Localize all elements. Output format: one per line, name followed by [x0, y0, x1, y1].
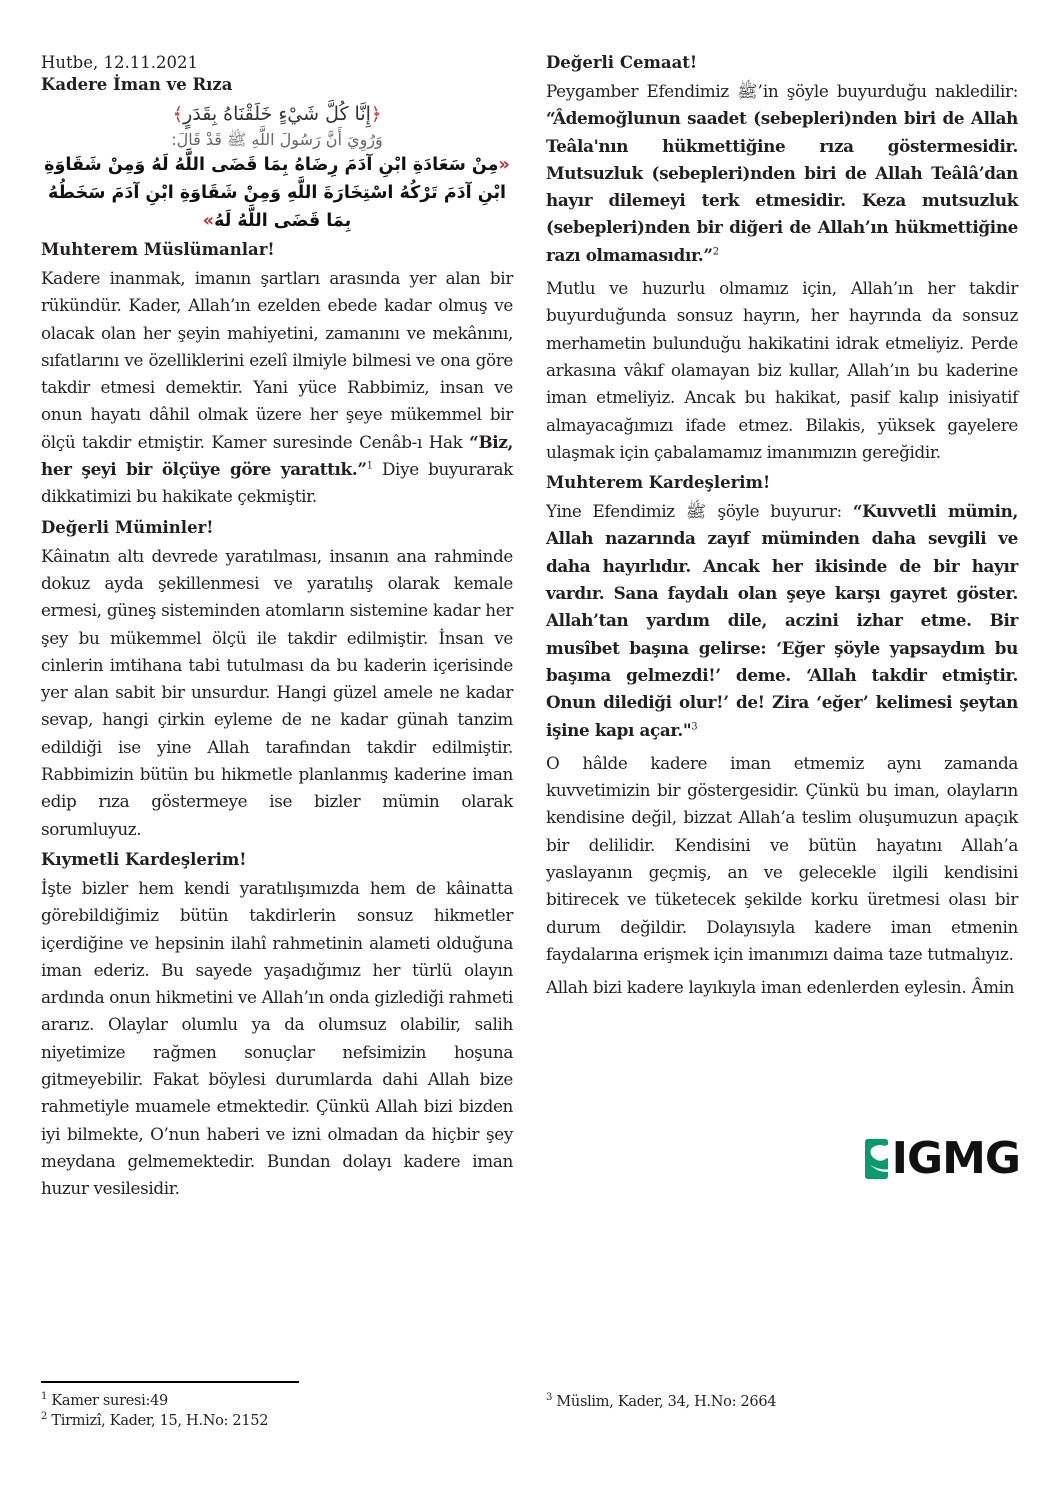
section-heading-3: Kıymetli Kardeşlerim! [41, 849, 247, 869]
paragraph-text: Peygamber Efendimiz ﷺ’in şöyle buyurduğu nakledilir: [546, 81, 1019, 101]
quote-text: “Kuvvetli mümin, Allah nazarında zayıf müminden daha sevgili ve daha hayırlıdır. Ancak her ikisinde de bir hayır vardır. Sana faydalı olan şeye karşı gayret göster. Allah’tan yardım dile, aczini izhar etme. Bir musîbet başına gelirse: ‘Eğer şöyle yapsaydım bu başıma gelmezdi!’ deme. ‘Allah takdir etmiştir. Onun dilediği olur!’ de! Zira ‘eğer’ kelimesi şeytan işine kapı açar." [546, 501, 1018, 740]
verse-text: إِنَّا كُلَّ شَيْءٍ خَلَقْنَاهُ بِقَدَرٍ [183, 103, 371, 125]
footnote-text: Kamer suresi:49 [47, 1393, 168, 1409]
section-paragraph-2: Kâinatın altı devrede yaratılması, insanın ana rahminde dokuz ayda şekillenmesi ve yaratılış olarak kemale ermesi, güneş sisteminden atomların sistemine kadar her şey bu mükemmel ölçü ile takdir edilmiştir. İnsan ve cinlerin imtihana tabi tutulması da bu kaderin içerisinde yer alan sabit bir unsurdur. Hangi güzel amele ne kadar sevap, hangi çirkin eyleme de ne kadar günah tanzim edildiği ise yine Allah tarafından takdir edilmiştir. Rabbimizin bütün bu hikmetle planlanmış kaderine iman edip rıza göstermeye ise bizler mümin olarak sorumluyuz. [41, 545, 513, 839]
section-paragraph-5b: O hâlde kadere iman etmemiz aynı zamanda kuvvetimizin bir göstergesidir. Çünkü bu iman, olayların kendisine değil, bizzat Allah’a teslim oluşumuzun apaçık bir delilidir. Kendisini ve bütün hayatını Allah’a yaslayanın geçmiş, an ve gelecekle ilgili kendisini bitirecek ve tüketecek şekilde korku üretmesi olası bir durum değildir. Dolayısıyla kadere iman etmenin faydalarına erişmek için imanımızı daima taze tutmalıyız. [546, 752, 1018, 964]
footnote-text: Tirmizî, Kader, 15, H.No: 2152 [47, 1413, 269, 1429]
section-paragraph-4 [546, 78, 1018, 269]
sermon-date: Hutbe, 12.11.2021 [41, 53, 198, 72]
section-paragraph-3: İşte bizler hem kendi yaratılışımızda hem de kâinatta görebildiğimiz bütün takdirlerin sonsuz hikmetler içerdiğine ve hepsinin ilahî rahmetinin alameti olduğuna iman ederiz. Bu sayede yaşadığımız her türlü olayın ardında onun hikmetini ve Allah’ın onda gizlediği rahmeti ararız. Olaylar olumlu ya da olumsuz olabilir, salih niyetimize rağmen sonuçlar nefsimizin hoşuna gitmeyebilir. Fakat böylesi durumlarda dahi Allah bize rahmetiyle muamele etmektedir. Çünkü Allah bizi bizden iyi bilmekte, O’nun haberi ve izni olmadan da hiçbir şey meydana gelmemektedir. Bundan dolayı kadere iman huzur vesilesidir. [41, 877, 513, 1199]
section-heading-2: Değerli Müminler! [41, 517, 214, 537]
section-heading-5: Muhterem Kardeşlerim! [546, 473, 771, 493]
igmg-wordmark: IGMG [891, 1133, 1020, 1184]
footnote-3 [546, 1392, 776, 1412]
footnote-number: 1 [41, 1391, 48, 1403]
footnote-ref-2[interactable]: 2 [712, 246, 719, 258]
left-column [41, 52, 513, 1209]
quote-text: “Âdemoğlunun saadet (sebepleri)nden biri de Allah Teâla'nın hükmettiğine rıza göstermesidir. Mutsuzluk (sebepleri)nden biri de Allah Teâlâ’dan hayır dilemeyi terk etmesidir. Keza mutsuzluk (sebepleri)nden bir diğeri de Allah’ın hükmettiğine razı olmamasıdır.” [546, 108, 1018, 265]
footnote-1 [41, 1391, 168, 1411]
igmg-logo [865, 1133, 1020, 1184]
arabic-hadith-intro: وَرُوِيَ أَنَّ رَسُولَ اللَّهِ ﷺ قَدْ قَالَ: [171, 130, 383, 149]
hadith-quote-close-icon: » [202, 211, 215, 231]
paragraph-text: Yine Efendimiz ﷺ şöyle buyurur: [546, 501, 853, 522]
arabic-verse [41, 100, 513, 129]
footnote-ref-1[interactable]: 1 [366, 460, 373, 472]
footnote-2 [41, 1411, 268, 1431]
footnote-number: 2 [41, 1411, 48, 1423]
verse-ornament-open-icon: ﴿ [370, 104, 382, 125]
section-heading-4: Değerli Cemaat! [546, 53, 698, 72]
hadith-quote-open-icon: « [498, 155, 510, 175]
section-paragraph-4b: Mutlu ve huzurlu olmamız için, Allah’ın her takdir buyurduğunda sonsuz hayrın, her hayrında da sonsuz merhametin bulunduğu hakikatini idrak etmeliyiz. Perde arkasına vâkıf olamayan biz kullar, Allah’ın bu kaderine iman etmeliyiz. Ancak bu hakikat, pasif kalıp inisiyatif almayacağımızı ifade etmez. Bilakis, yüksek gayelere ulaşmak için çabalamamız imanımızın gereğidir. [546, 278, 1018, 462]
footnote-text: Müslim, Kader, 34, H.No: 2664 [552, 1394, 777, 1410]
arabic-hadith [41, 151, 513, 235]
paragraph-text: Kadere inanmak, imanın şartları arasında yer alan bir rükündür. Kader, Allah’ın ezelden ebede kadar olmuş ve olacak olan her şeyin mahiyetini, zamanını ve mekânını, sıfatlarını ve özelliklerini ezelî ilmiyle bilmesi ve ona göre takdir etmesi demektir. Yani yüce Rabbimiz, insan ve onun hayatı dâhil olmak üzere her şeye mükemmel bir ölçü takdir etmiştir. Kamer suresinde Cenâb-ı Hak [41, 268, 513, 452]
footnote-ref-3[interactable]: 3 [691, 720, 698, 732]
closing-prayer: Allah bizi kadere layıkıyla iman edenlerden eylesin. Âmin [546, 977, 1015, 998]
section-paragraph-5 [546, 498, 1018, 744]
sermon-title: Kadere İman ve Rıza [41, 75, 233, 94]
verse-ornament-close-icon: ﴾ [172, 104, 184, 125]
paragraph-text-after: Diye buyurarak dikkatimizi bu hakikate çekmiştir. [41, 459, 513, 507]
right-column [546, 52, 1018, 1008]
hadith-text: مِنْ سَعَادَةِ ابْنِ آدَمَ رِضَاهُ بِمَا قَضَى اللَّهُ لَهُ وَمِنْ شَقَاوَةِ ابْنِ آدَمَ تَرْكُهُ اسْتِخَارَةَ اللَّهِ وَمِنْ شَقَاوَةِ ابْنِ آدَمَ سَخَطُهُ بِمَا قَضَى اللَّهُ لَهُ [44, 155, 507, 231]
section-paragraph-1 [41, 265, 513, 511]
igmg-globe-crescent-icon [865, 1139, 888, 1179]
footnote-number: 3 [546, 1392, 553, 1404]
quote-text: “Biz, her şeyi bir ölçüye göre yarattık.” [41, 431, 514, 480]
section-heading-1: Muhterem Müslümanlar! [41, 240, 275, 259]
footnote-separator [41, 1381, 299, 1383]
